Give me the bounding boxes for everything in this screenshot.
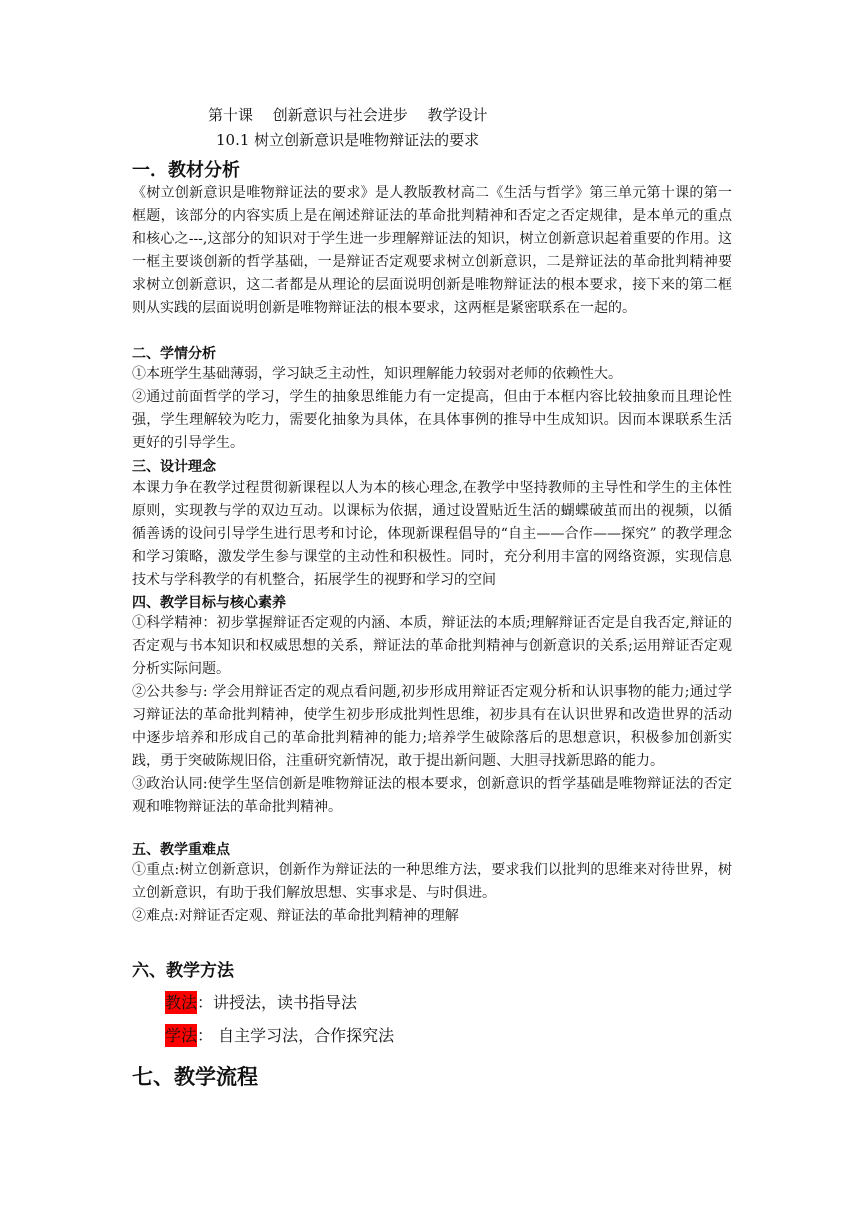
learn-method-tag: 学法: [165, 1026, 198, 1045]
paragraph: ②难点:对辩证否定观、辩证法的革命批判精神的理解: [132, 908, 459, 924]
learn-method-text: ： 自主学习法，合作探究法: [197, 1026, 395, 1045]
paragraph: 《树立创新意识是唯物辩证法的要求》是人教版教材高二《生活与哲学》第三单元第十课的第一框题，该部分的内容实质上是在阐述辩证法的革命批判精神和否定之否定规律，是本单元的重点和核心之---,这部分的知识对于学生进一步理解辩证法的知识，树立创新意识起着重要的作用。这一框主要谈创新的哲学基础，一是辩证否定观要求树立创新意识，二是辩证法的革命批判精神要求树立创新意识，这二者都是从理论的层面说明创新是唯物辩证法的根本要求，接下来的第二框则从实践的层面说明创新是唯物辩证法的根本要求，这两框是紧密联系在一起的。: [132, 185, 732, 316]
section-heading-teaching-process: 七、教学流程: [132, 1064, 258, 1089]
section-heading-textbook-analysis: 一．教材分析: [132, 160, 240, 181]
paragraph: ①科学精神：初步掌握辩证否定观的内涵、本质，辩证法的本质;理解辩证否定是自我否定,辩证的否定观与书本知识和权威思想的关系，辩证法的革命批判精神与创新意识的关系;运用辩证否定观分析实际问题。: [132, 615, 732, 677]
section-heading-student-analysis: 二、学情分析: [132, 346, 216, 362]
section-body-student-analysis: [132, 363, 732, 455]
section-body-textbook-analysis: [132, 182, 732, 320]
paragraph: ①重点:树立创新意识，创新作为辩证法的一种思维方法，要求我们以批判的思维来对待世界，树立创新意识，有助于我们解放思想、实事求是、与时俱进。: [132, 862, 732, 901]
section-body-teaching-goals: [132, 612, 732, 819]
teach-method-tag: 教法: [165, 993, 198, 1012]
paragraph: ②公共参与: 学会用辩证否定的观点看问题,初步形成用辩证否定观分析和认识事物的能力;通过学习辩证法的革命批判精神，使学生初步形成批判性思维，初步具有在认识世界和改造世界的活动中逐步培养和形成自己的革命批判精神的能力;培养学生破除落后的思想意识，积极参加创新实践，勇于突破陈规旧俗，注重研究新情况，敢于提出新问题、大胆寻找新思路的能力。: [132, 684, 732, 769]
teaching-method-line: [165, 990, 357, 1013]
paragraph: ②通过前面哲学的学习，学生的抽象思维能力有一定提高，但由于本框内容比较抽象而且理论性强，学生理解较为吃力，需要化抽象为具体，在具体事例的推导中生成知识。因而本课联系生活更好的引导学生。: [132, 389, 732, 451]
section-heading-key-points: 五、教学重难点: [132, 842, 230, 858]
section-heading-teaching-methods: 六、教学方法: [132, 961, 234, 981]
paragraph: ③政治认同:使学生坚信创新是唯物辩证法的根本要求，创新意识的哲学基础是唯物辩证法的否定观和唯物辩证法的革命批判精神。: [132, 776, 732, 815]
section-heading-teaching-goals: 四、教学目标与核心素养: [132, 595, 286, 611]
section-body-design-concept: [132, 477, 732, 592]
teach-method-text: ：讲授法，读书指导法: [197, 993, 358, 1012]
lesson-title: 第十课 创新意识与社会进步 教学设计: [208, 106, 488, 124]
section-heading-design-concept: 三、设计理念: [132, 459, 216, 475]
paragraph: ①本班学生基础薄弱，学习缺乏主动性，知识理解能力较弱对老师的依赖性大。: [132, 366, 622, 382]
lesson-subtitle: 10.1 树立创新意识是唯物辩证法的要求: [216, 131, 480, 149]
learning-method-line: [165, 1023, 394, 1046]
paragraph: 本课力争在教学过程贯彻新课程以人为本的核心理念,在教学中坚持教师的主导性和学生的主体性原则，实现教与学的双边互动。以课标为依据，通过设置贴近生活的蝴蝶破茧而出的视频，以循循善诱的设问引导学生进行思考和讨论，体现新课程倡导的“自主——合作——探究” 的教学理念和学习策略，激发学生参与课堂的主动性和积极性。同时，充分利用丰富的网络资源，实现信息技术与学科教学的有机整合，拓展学生的视野和学习的空间: [132, 480, 732, 588]
section-body-key-points: [132, 859, 732, 928]
